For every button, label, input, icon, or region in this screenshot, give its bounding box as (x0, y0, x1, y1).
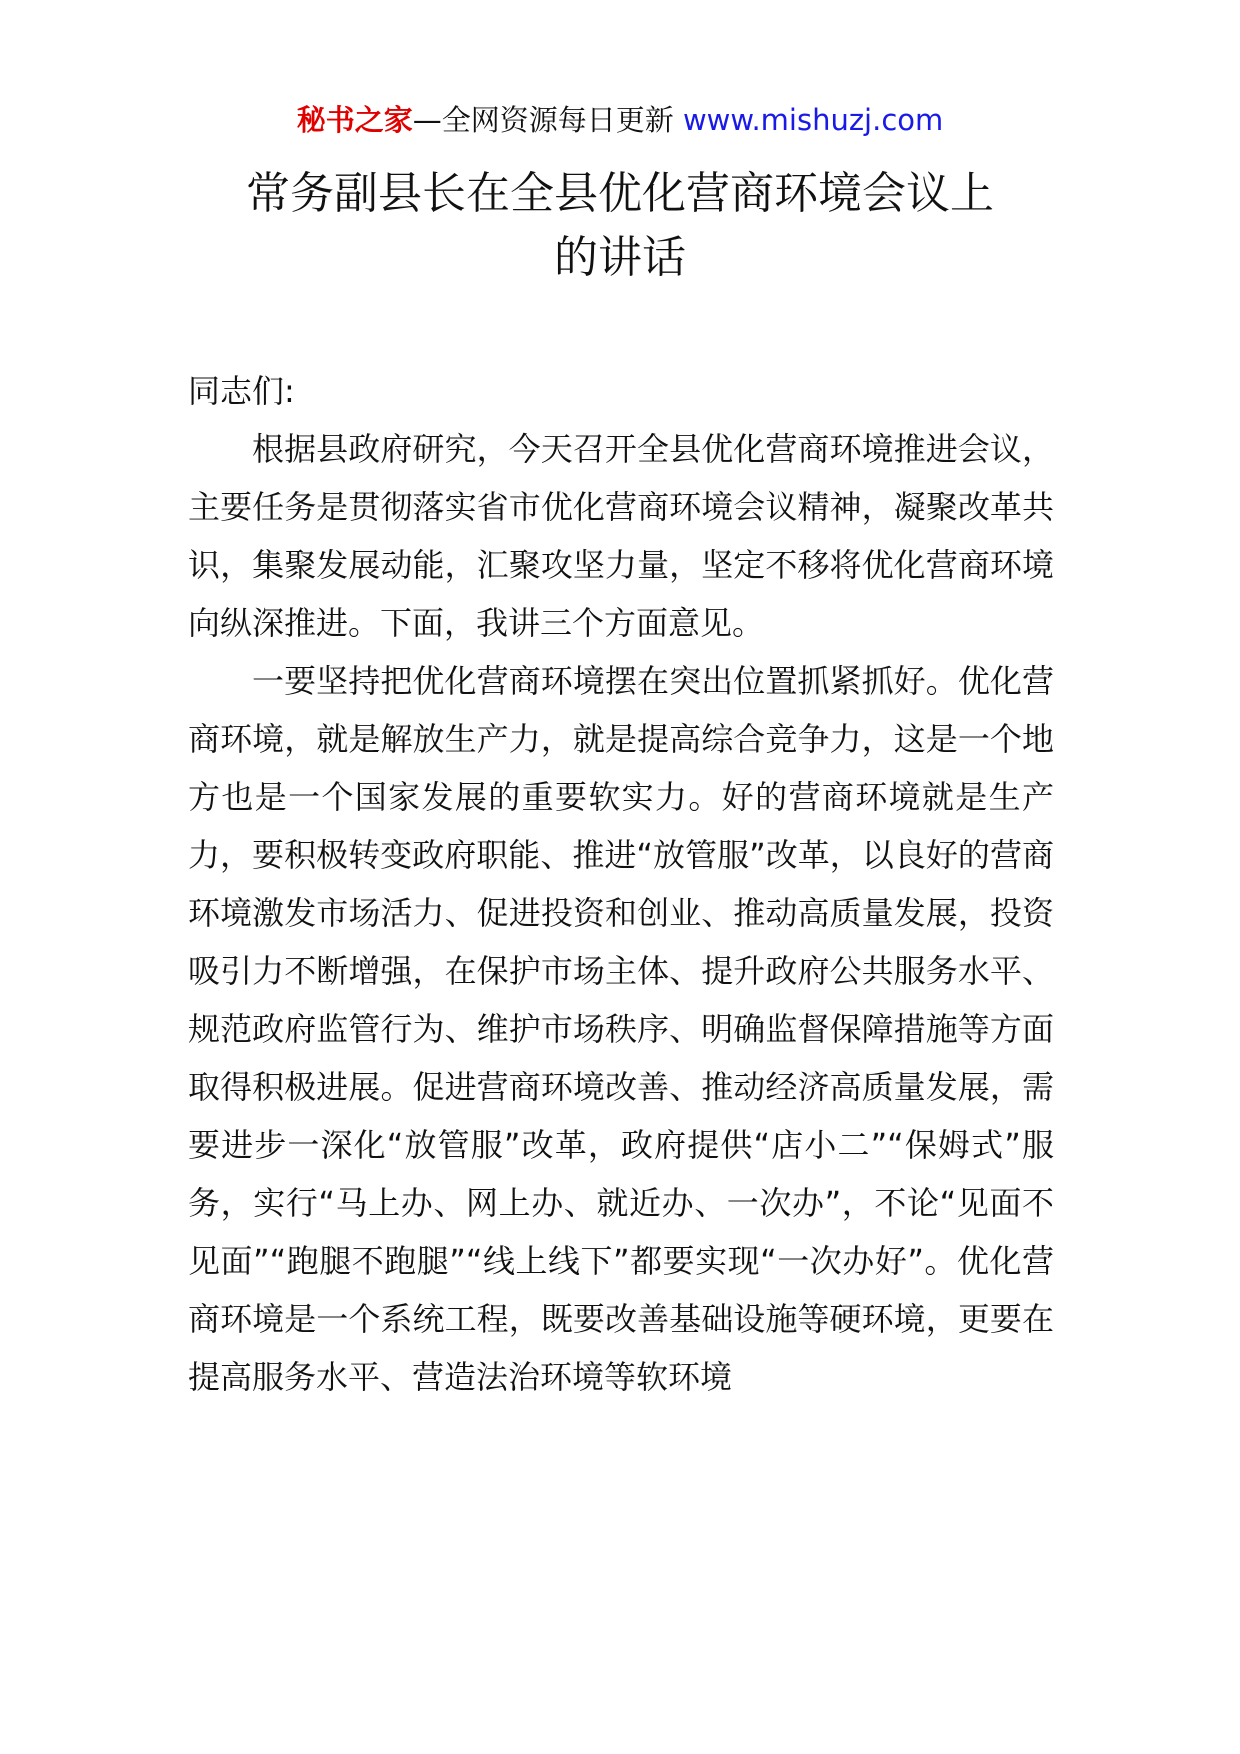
title-line-1: 常务副县长在全县优化营商环境会议上 (246, 168, 994, 219)
title-line-2: 的讲话 (554, 232, 686, 283)
site-header-banner (0, 100, 1240, 140)
salutation: 同志们: (188, 372, 295, 410)
document-body (188, 362, 1054, 1406)
header-tagline: —全网资源每日更新 (412, 103, 683, 137)
paragraph-intro: 根据县政府研究，今天召开全县优化营商环境推进会议，主要任务是贯彻落实省市优化营商环境会议精神，凝聚改革共识，集聚发展动能，汇聚攻坚力量，坚定不移将优化营商环境向纵深推进。下面，我讲三个方面意见。 (188, 430, 1054, 642)
site-url-link[interactable]: www.mishuzj.com (682, 103, 944, 137)
brand-name: 秘书之家 (296, 103, 413, 137)
paragraph-point-one: 一要坚持把优化营商环境摆在突出位置抓紧抓好。优化营商环境，就是解放生产力，就是提高综合竞争力，这是一个地方也是一个国家发展的重要软实力。好的营商环境就是生产力，要积极转变政府职能、推进“放管服”改革，以良好的营商环境激发市场活力、促进投资和创业、推动高质量发展，投资吸引力不断增强，在保护市场主体、提升政府公共服务水平、规范政府监管行为、维护市场秩序、明确监督保障措施等方面取得积极进展。促进营商环境改善、推动经济高质量发展，需要进步一深化“放管服”改革，政府提供“店小二”“保姆式”服务，实行“马上办、网上办、就近办、一次办”，不论“见面不见面”“跑腿不跑腿”“线上线下”都要实现“一次办好”。优化营商环境是一个系统工程，既要改善基础设施等硬环境，更要在提高服务水平、营造法治环境等软环境 (188, 662, 1054, 1396)
document-title (150, 162, 1090, 290)
